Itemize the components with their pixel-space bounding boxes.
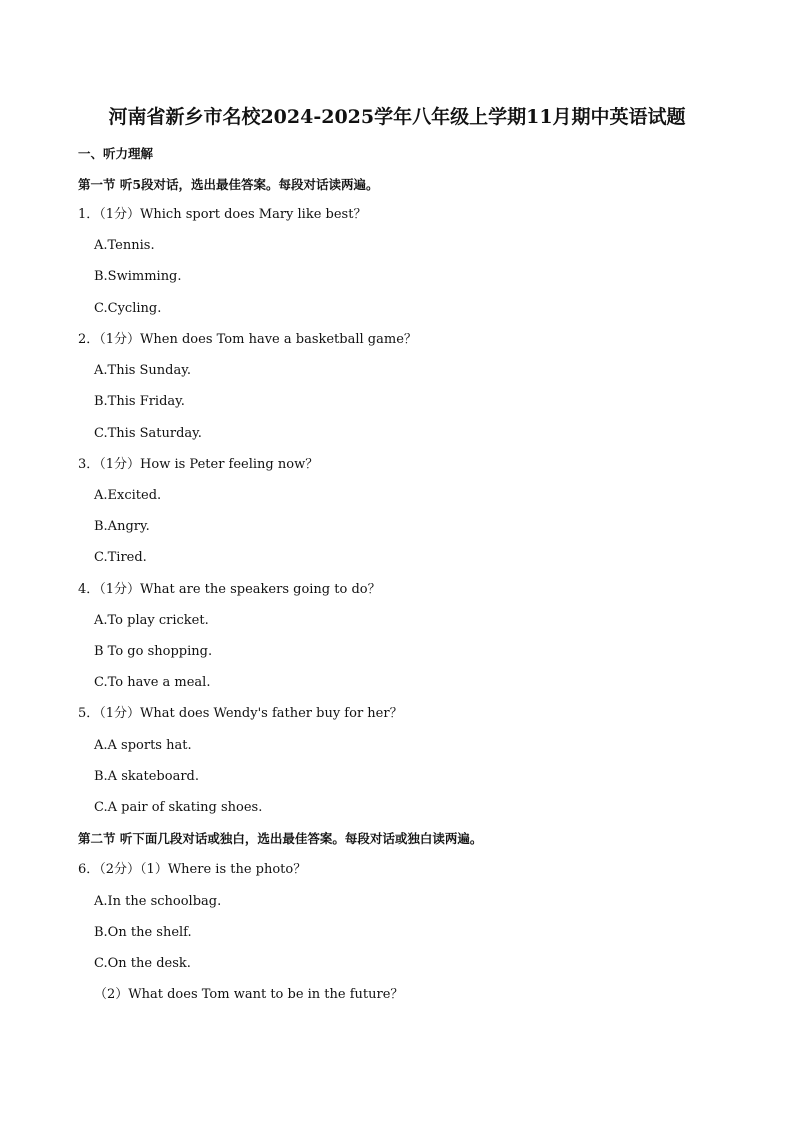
section2-instruction: 第二节 听下面几段对话或独白，选出最佳答案。每段对话或独白读两遍。 (78, 831, 483, 846)
section1-instruction: 第一节 听5段对话，选出最佳答案。每段对话读两遍。 (78, 177, 379, 192)
question-6-sub-2-stem: （2）What does Tom want to be in the future？ (94, 987, 404, 1002)
question-2-stem: 2．（1分）When does Tom have a basketball game？ (78, 332, 417, 347)
question-6-option-b: B.On the shelf. (94, 925, 192, 940)
question-5-option-a: A.A sports hat. (94, 738, 192, 753)
question-2-option-c: C.This Saturday. (94, 426, 202, 441)
question-2-option-a: A.This Sunday. (94, 363, 191, 378)
page-title: 河南省新乡市名校2024-2025学年八年级上学期11月期中英语试题 (108, 106, 686, 128)
question-1-option-a: A.Tennis. (94, 238, 155, 253)
question-3-option-c: C.Tired. (94, 550, 147, 565)
question-1-stem: 1．（1分）Which sport does Mary like best？ (78, 207, 367, 222)
question-5-option-c: C.A pair of skating shoes. (94, 800, 263, 815)
question-1-option-b: B.Swimming. (94, 269, 182, 284)
question-2-option-b: B.This Friday. (94, 394, 185, 409)
question-4-option-a: A.To play cricket. (94, 613, 209, 628)
question-1-option-c: C.Cycling. (94, 301, 162, 316)
question-4-option-b: B To go shopping. (94, 644, 213, 659)
question-4-option-c: C.To have a meal. (94, 675, 211, 690)
question-3-option-a: A.Excited. (94, 488, 162, 503)
question-6-option-c: C.On the desk. (94, 956, 191, 971)
question-3-option-b: B.Angry. (94, 519, 150, 534)
question-6-option-a: A.In the schoolbag. (94, 894, 222, 909)
question-5-option-b: B.A skateboard. (94, 769, 199, 784)
question-5-stem: 5．（1分）What does Wendy's father buy for her？ (78, 706, 403, 721)
question-6-stem: 6．（2分）（1）Where is the photo？ (78, 862, 307, 877)
question-3-stem: 3．（1分）How is Peter feeling now？ (78, 457, 319, 472)
question-4-stem: 4．（1分）What are the speakers going to do？ (78, 582, 381, 597)
part-heading: 一、听力理解 (78, 146, 154, 161)
